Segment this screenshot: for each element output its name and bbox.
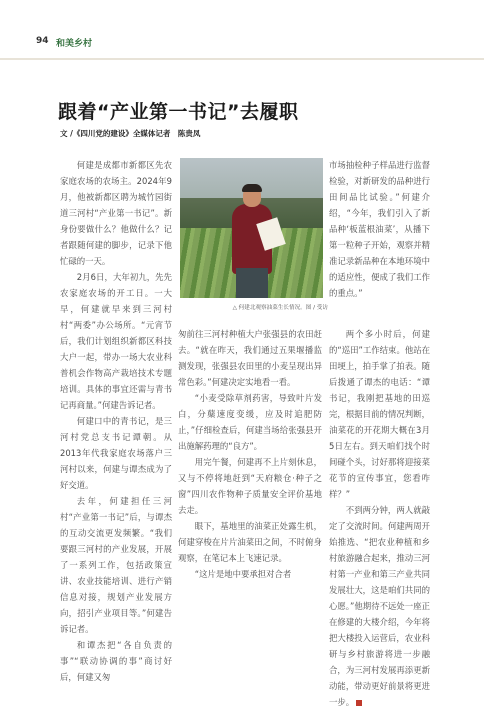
page-header bbox=[0, 0, 484, 60]
text-column-3-top bbox=[329, 157, 430, 301]
photo-person-pants bbox=[236, 268, 268, 298]
paragraph: 去年，何建担任三河村“产业第一书记”后，与谭杰的互动交流更发频繁。“我们要跟三河村的产业发展，开展了一系列工作，包括政策宣讲、农业技能培训、进行产销信息对接，规划产业发展方向，招引产业项目等。”何建告诉记者。 bbox=[60, 496, 172, 634]
paragraph: “这片是地中要承担对合者 bbox=[194, 569, 292, 579]
text-column-3-bottom bbox=[329, 326, 430, 710]
photo-person-hair bbox=[242, 184, 262, 192]
paragraph: 和谭杰把“各自负责的事”“联动协调的事”商讨好后，何建又匆 bbox=[60, 640, 172, 682]
text-column-2 bbox=[178, 326, 322, 582]
paragraph: 匆前往三河村种植大户张强县的农田赶去。“就在昨天，我们通过五果堰播监测发现，张强县农田里的小麦呈现出异常色彩。”何建决定实地看一看。 bbox=[178, 329, 322, 387]
photo-caption: △ 何建北观察油菜生长情况。图 / 受访 bbox=[232, 305, 328, 311]
paragraph: 何建是成都市新都区先农家庭农场的农场主。2024年9月，他被新都区聘为城竹园街道三河村“产业第一书记”。新身份要做什么？他做什么？记者跟随何建的脚步，记录下他忙碌的一天。 bbox=[60, 160, 172, 266]
article-title: 跟着“产业第一书记”去履职 bbox=[58, 101, 299, 123]
section-label: 和美乡村 bbox=[56, 39, 93, 49]
end-mark-icon bbox=[356, 700, 362, 706]
article-photo bbox=[180, 158, 323, 298]
paragraph: 2月6日，大年初九，先先农家庭农场的开工日。一大早，何建就早来到三河村村“两委”办公场所。“元宵节后，我们计划组织新都区科技大户一起，带办一场大农业科普机会作物高产栽培技术专题培训。具体的事宜还需与青书记再商量。”何建告诉记者。 bbox=[60, 272, 172, 410]
text-column-1 bbox=[60, 157, 172, 685]
paragraph: 眼下，基地里的油菜正处露生机，何建穿梭在片片油菜田之间，不时俯身观察，在笔记本上飞速记录。 bbox=[178, 521, 322, 563]
header-divider bbox=[0, 58, 484, 60]
paragraph: 用完午餐，何建再不上片刻休息，又与不停将地赶到“天府粮仓·种子之窗”四川农作物种子质量安全评价基地去走。 bbox=[178, 457, 322, 515]
paragraph: 两个多小时后，何建的“巡田”工作结束。他站在田埂上，拍手掌了拍表。随后拨通了谭杰的电话：“谭书记，我刚把基地的田巡完，根据目前的情况判断，油菜花的开花期大概在3月5日左右。到天咱们找个时间碰个头，讨好那将迎接菜花节的宣传事宜，您看咋样？” bbox=[329, 329, 430, 499]
paragraph-text: 不到两分钟，两人就敲定了交流时间。何建两周开始推选、“把农业种植和乡村旅游融合起来，推动三河村第一产业和第三产业共同发展壮大，这是咱们共同的心愿。”他期待不远处一座正在修建的大楼介绍，今年将把大楼投入运营后，农业科研与乡村旅游将进一步融合，为三河村发展再添更新动能，带动更好前景将更进一步。 bbox=[329, 505, 430, 707]
page-number: 94 bbox=[36, 36, 49, 46]
paragraph: “小麦受除草剂药害，导致叶片发白，分蘖速度变缓，应及时追肥防止，”仔细检查后，何建当场给张强县开出施解药理的“良方”。 bbox=[178, 393, 322, 451]
paragraph: 何建口中的青书记，是三河村党总支书记谭朝。从2013年代我家庭农场落户三河村以来，何建与谭杰成为了好交道。 bbox=[60, 416, 172, 490]
article-byline: 文 /《四川党的建设》全媒体记者 陈贵凤 bbox=[60, 129, 201, 138]
paragraph bbox=[329, 502, 430, 710]
paragraph: 市场抽检种子样品进行监督检验，对新研发的品种进行田间品比试验。”何建介绍，“今年，我们引入了新品种‘板蓝根油菜’，从播下第一粒种子开始，观察并精准记录新品种在本地环境中的适应性，便成了我们工作的重点。” bbox=[329, 160, 430, 298]
